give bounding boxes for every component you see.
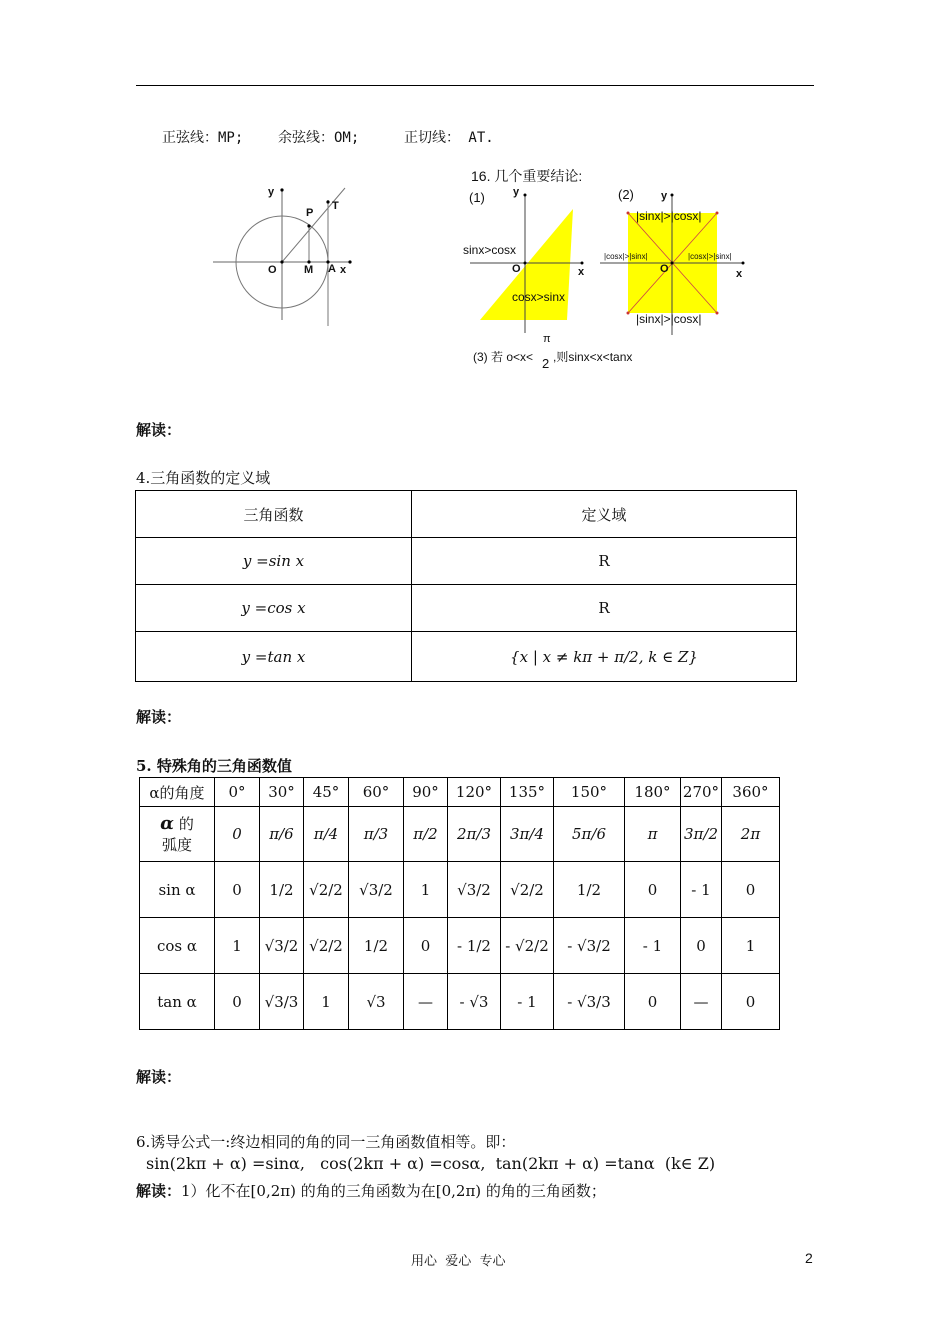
part3-prefix: (3) 若 o<x< [473, 350, 534, 364]
sin-cell: 1/2 [260, 862, 304, 918]
fig-left-o: O [268, 264, 277, 276]
angle-cell: 360° [722, 778, 780, 807]
fig-left-y: y [268, 186, 275, 198]
angle-cell: 30° [260, 778, 304, 807]
tan-cell: 1 [304, 974, 349, 1030]
tan-cell: — [404, 974, 448, 1030]
part3-two: 2 [542, 356, 550, 371]
jiedu-3: 解读： [136, 1068, 182, 1086]
section5-title: 5. 特殊角的三角函数值 [136, 757, 292, 775]
tan-row [140, 974, 780, 1030]
fig-left-x: x [340, 264, 347, 276]
angle-row [140, 778, 780, 807]
tangent-line-text: 正切线： AT. [404, 130, 494, 146]
radian-header [140, 807, 215, 862]
angle-cell: 180° [625, 778, 681, 807]
cos-row [140, 918, 780, 974]
tan-cell: - 1 [501, 974, 554, 1030]
sin-row [140, 862, 780, 918]
tan-label: tan α [140, 974, 215, 1030]
cosine-line-text: 余弦线：OM; [278, 130, 360, 146]
radian-cell: 5π/6 [554, 807, 625, 862]
angle-cell: 270° [681, 778, 722, 807]
jiedu-2: 解读： [136, 708, 182, 726]
domain-table-header [136, 491, 797, 538]
table-row [136, 632, 797, 682]
section4-title: 4.三角函数的定义域 [136, 469, 271, 487]
sin-label: sin α [140, 862, 215, 918]
tan-cell: 0 [625, 974, 681, 1030]
radian-cell: 0 [215, 807, 260, 862]
radian-header-de: 的 [178, 815, 194, 833]
domain-cell: R [412, 538, 797, 585]
sin-cell: 0 [625, 862, 681, 918]
radian-cell: π/4 [304, 807, 349, 862]
cos-label: cos α [140, 918, 215, 974]
fig-left-p: P [306, 207, 314, 219]
abs-cos-gt-sin-left: |cosx|>|sinx| [604, 252, 648, 261]
tan-cell: — [681, 974, 722, 1030]
sin-cell: 0 [215, 862, 260, 918]
radian-cell: π/2 [404, 807, 448, 862]
sin-cell: 1/2 [554, 862, 625, 918]
fig1-x: x [578, 266, 585, 278]
angle-header: α的角度 [140, 778, 215, 807]
tan-cell: √3 [349, 974, 404, 1030]
fig-left-a: A [328, 263, 336, 275]
tan-cell: - √3/3 [554, 974, 625, 1030]
domain-cell: R [412, 585, 797, 632]
radian-cell: 2π [722, 807, 780, 862]
angle-cell: 90° [404, 778, 448, 807]
induction-formula: sin(2kπ + α) =sinα, cos(2kπ + α) =cosα, tan(2kπ + α) =tanα (k∈ Z) [146, 1154, 716, 1173]
abs-sin-gt-cos-bottom: |sinx|>|cosx| [636, 312, 702, 326]
section6-jiedu-text: 1）化不在[0,2π) 的角的三角函数为在[0,2π) 的角的三角函数； [181, 1182, 606, 1200]
radian-cell: π/3 [349, 807, 404, 862]
angle-cell: 150° [554, 778, 625, 807]
func-cell: y =sin x [136, 538, 412, 585]
radian-cell: 2π/3 [448, 807, 501, 862]
radian-cell: π [625, 807, 681, 862]
radian-row [140, 807, 780, 862]
alpha-symbol: α [160, 813, 175, 834]
cos-cell: 1/2 [349, 918, 404, 974]
angle-cell: 0° [215, 778, 260, 807]
sin-cell: √3/2 [349, 862, 404, 918]
sin-cell: 1 [404, 862, 448, 918]
cos-cell: √2/2 [304, 918, 349, 974]
cos-cell: - 1 [625, 918, 681, 974]
angle-cell: 135° [501, 778, 554, 807]
angle-cell: 60° [349, 778, 404, 807]
fig-left-m: M [304, 264, 314, 276]
radian-cell: 3π/4 [501, 807, 554, 862]
header-func: 三角函数 [136, 491, 412, 538]
sin-cell: - 1 [681, 862, 722, 918]
section6-jiedu [136, 1180, 606, 1201]
cos-cell: 1 [722, 918, 780, 974]
cos-cell: - √2/2 [501, 918, 554, 974]
section6-title: 6.诱导公式一:终边相同的角的同一三角函数值相等。即： [136, 1133, 516, 1151]
conclusions-title: 16. 几个重要结论: [471, 168, 583, 184]
unit-circle-figure [205, 180, 365, 330]
func-cell: y =tan x [136, 632, 412, 682]
footer-center: 用心 爱心 专心 [411, 1254, 506, 1269]
radian-header-hudu: 弧度 [161, 836, 192, 854]
cos-cell: - √3/2 [554, 918, 625, 974]
cos-cell: - 1/2 [448, 918, 501, 974]
cos-cell: 0 [404, 918, 448, 974]
fig1-o: O [512, 263, 521, 275]
fig1-y: y [513, 186, 520, 198]
part2-label: (2) [618, 187, 634, 202]
header-domain: 定义域 [412, 491, 797, 538]
jiedu-1: 解读： [136, 421, 182, 439]
cos-cell: 0 [681, 918, 722, 974]
angle-cell: 120° [448, 778, 501, 807]
part3-suffix: ,则sinx<x<tanx [553, 350, 633, 364]
part1-label: (1) [469, 190, 485, 205]
tan-cell: - √3 [448, 974, 501, 1030]
sin-cell: √2/2 [304, 862, 349, 918]
header-rule [136, 85, 814, 86]
sine-line-text: 正弦线：MP; [162, 130, 244, 146]
fig-left-t: T [332, 200, 339, 212]
tan-cell: 0 [215, 974, 260, 1030]
cos-gt-sin-label: cosx>sinx [512, 290, 566, 304]
abs-sin-gt-cos-top: |sinx|>|cosx| [636, 209, 702, 223]
part3-pi: π [543, 333, 551, 345]
angle-cell: 45° [304, 778, 349, 807]
tan-cell: √3/3 [260, 974, 304, 1030]
sin-cell: √2/2 [501, 862, 554, 918]
fig2-x: x [736, 268, 743, 280]
tan-cell: 0 [722, 974, 780, 1030]
cos-cell: 1 [215, 918, 260, 974]
sin-cell: √3/2 [448, 862, 501, 918]
table-row [136, 538, 797, 585]
page-number: 2 [805, 1250, 813, 1266]
fig2-y: y [661, 190, 668, 202]
table-row [136, 585, 797, 632]
radian-cell: π/6 [260, 807, 304, 862]
radian-cell: 3π/2 [681, 807, 722, 862]
domain-cell: {x | x ≠ kπ + π/2, k ∈ Z} [412, 632, 797, 682]
domain-table [135, 490, 797, 682]
fig2-o: O [660, 263, 669, 275]
sin-cell: 0 [722, 862, 780, 918]
abs-cos-gt-sin-right: |cosx|>|sinx| [688, 252, 732, 261]
section6-jiedu-label: 解读： [136, 1182, 182, 1200]
special-angles-table [139, 777, 780, 1030]
cos-cell: √3/2 [260, 918, 304, 974]
func-cell: y =cos x [136, 585, 412, 632]
sin-gt-cos-label: sinx>cosx [463, 243, 517, 257]
